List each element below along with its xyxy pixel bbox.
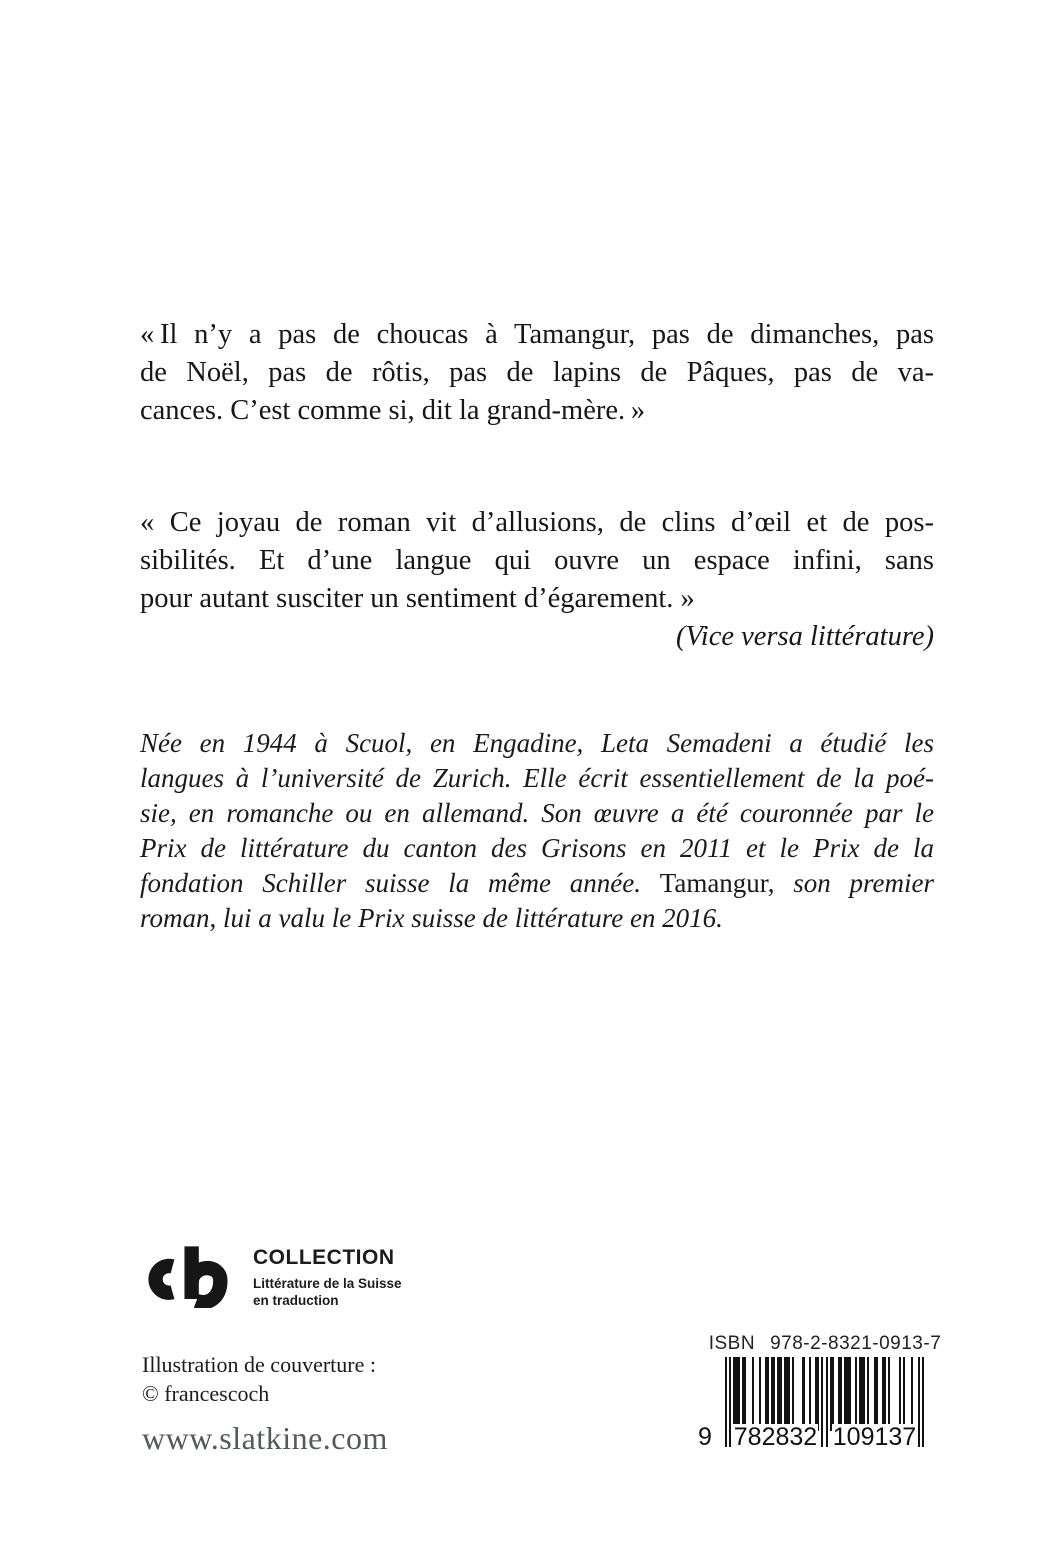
text-line: pour autant susciter un sentiment d’égarement. » xyxy=(140,583,695,614)
text-line: langues à l’université de Zurich. Elle écrit essentiellement de la poé- xyxy=(140,763,934,793)
author-bio xyxy=(140,726,934,936)
text-line: Née en 1944 à Scuol, en Engadine, Leta Semadeni a étudié les xyxy=(140,728,934,758)
collection-text-block xyxy=(253,1244,402,1309)
isbn-text xyxy=(706,1333,944,1355)
ean-lead-digit: 9 xyxy=(698,1423,712,1451)
text-line: cances. C’est comme si, dit la grand-mère. » xyxy=(140,395,646,426)
text-line: de Noël, pas de rôtis, pas de lapins de Pâques, pas de va- xyxy=(140,357,934,388)
text-line: Prix de littérature du canton des Grisons en 2011 et le Prix de la xyxy=(140,833,934,863)
text-line: sibilités. Et d’une langue qui ouvre un espace infini, sans xyxy=(140,545,934,576)
text-line: sie, en romanche ou en allemand. Son œuvre a été couronnée par le xyxy=(140,798,934,828)
text-line: « Il n’y a pas de choucas à Tamangur, pas de dimanches, pas xyxy=(140,319,934,350)
cover-credit-line1: Illustration de couverture : xyxy=(142,1352,376,1377)
cover-credit xyxy=(142,1350,376,1408)
cover-credit-line2: © francescoch xyxy=(142,1381,270,1406)
text-line: fondation Schiller suisse la même année. Tamangur, son premier xyxy=(140,868,934,898)
isbn-number: 978-2-8321-0913-7 xyxy=(770,1333,942,1354)
ch-logo-icon xyxy=(140,1244,228,1308)
isbn-label: ISBN xyxy=(708,1333,756,1354)
ean-group1: 782832 xyxy=(733,1423,818,1451)
collection-subtitle-line1: Littérature de la Suisse xyxy=(253,1276,402,1291)
text-line: « Ce joyau de roman vit d’allusions, de clins d’œil et de pos- xyxy=(140,507,934,538)
quote-vice-versa-lines xyxy=(140,504,934,618)
collection-logo-row xyxy=(140,1244,402,1309)
quote-attribution: (Vice versa littérature) xyxy=(676,621,934,652)
text-line: roman, lui a valu le Prix suisse de littérature en 2016. xyxy=(140,903,723,933)
website-url: www.slatkine.com xyxy=(142,1420,388,1456)
quote-vice-versa xyxy=(140,504,934,656)
ean-bars xyxy=(698,1357,925,1451)
quote-choucas xyxy=(140,316,934,430)
collection-subtitle-line2: en traduction xyxy=(253,1293,339,1308)
collection-title: COLLECTION xyxy=(253,1246,395,1269)
ean-group2: 109137 xyxy=(832,1423,917,1451)
isbn-barcode xyxy=(698,1333,944,1451)
